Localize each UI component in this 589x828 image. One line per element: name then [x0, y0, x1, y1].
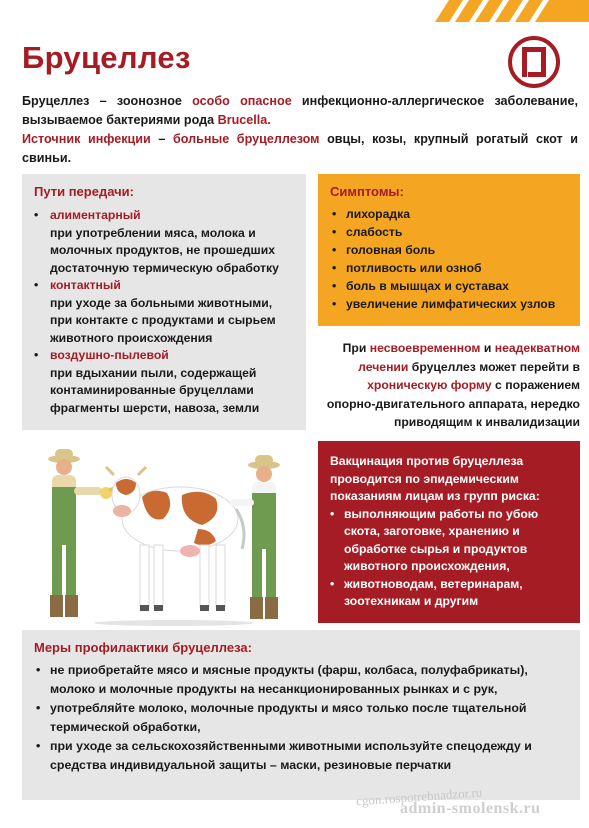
farmer-left-icon: [48, 449, 128, 617]
farmers-and-cow-illustration: [22, 447, 307, 627]
vaccination-panel: [318, 441, 580, 623]
list-item: • выполняющим работы по убою скота, заготовке, хранению и обработке сырья и продуктов животного происхождения,: [330, 506, 570, 576]
page-title: Бруцеллез: [22, 40, 191, 75]
bullet-icon: •: [34, 208, 39, 222]
intro-text: [22, 92, 578, 168]
symptoms-heading: Симптомы:: [330, 184, 404, 199]
list-item: • лихорадка: [330, 205, 570, 223]
cow-icon: [106, 467, 244, 611]
farmer-right-icon: [230, 455, 280, 619]
list-item: • слабость: [330, 223, 570, 241]
list-item: • боль в мышцах и суставах: [330, 277, 570, 295]
transmission-panel: [22, 174, 306, 430]
prevention-heading: Меры профилактики бруцеллеза:: [34, 640, 252, 655]
list-item: • потливость или озноб: [330, 259, 570, 277]
prevention-panel: [22, 630, 580, 800]
watermark-rospotrebnadzor: cgon.rospotrebnadzor.ru: [355, 784, 483, 809]
definition-paragraph: Бруцеллез – зоонозное особо опасное инфекционно-аллергическое заболевание, вызываемое бактериями рода Brucella.: [22, 94, 578, 127]
list-item: • употребляйте молоко, молочные продукты и мясо только после тщательной термической обработки,: [34, 699, 568, 737]
transmission-list: [34, 207, 296, 417]
transmission-item-alimentary: • алиментарный при употреблении мяса, молока и молочных продуктов, не прошедших достаточную термическую обработку: [34, 208, 279, 275]
rospotrebnadzor-logo: [508, 36, 560, 88]
corner-stripes-decoration: [429, 0, 589, 22]
prevention-list: [34, 661, 568, 775]
vaccination-list: [330, 506, 570, 611]
list-item: • не приобретайте мясо и мясные продукты (фарш, колбаса, полуфабрикаты), молоко и молочные продукты на несанкционированных рынках и с рук,: [34, 661, 568, 699]
watermark-admin-smolensk: admin-smolensk.ru: [400, 800, 541, 817]
vaccination-intro: Вакцинация против бруцеллеза проводится по эпидемическим показаниям лицам из групп риска:: [330, 454, 540, 503]
complication-text: При несвоевременном и неадекватном лечении бруцеллез может перейти в хроническую форму с поражением опорно-двигательного аппарата, нередко приводящим к инвалидизации: [326, 341, 580, 430]
symptoms-panel: [318, 174, 580, 326]
symptoms-list: [330, 205, 570, 313]
list-item: • животноводам, ветеринарам, зоотехникам и другим: [330, 576, 570, 611]
list-item: • головная боль: [330, 241, 570, 259]
transmission-item-contact: • контактный при уходе за больными животными, при контакте с продуктами и сырьем животного происхождения: [34, 278, 276, 345]
transmission-heading: Пути передачи:: [34, 184, 134, 199]
list-item: • при уходе за сельскохозяйственными животными используйте спецодежду и средства индивидуальной защиты – маски, резиновые перчатки: [34, 737, 568, 775]
bullet-icon: •: [34, 278, 39, 292]
bullet-icon: •: [34, 348, 39, 362]
transmission-item-airborne: • воздушно-пылевой при вдыхании пыли, содержащей контаминированные бруцеллами фрагменты шерсти, навоза, земли: [34, 348, 260, 415]
list-item: • увеличение лимфатических узлов: [330, 295, 570, 313]
source-paragraph: Источник инфекции – больные бруцеллезом овцы, козы, крупный рогатый скот и свиньи.: [22, 132, 578, 165]
